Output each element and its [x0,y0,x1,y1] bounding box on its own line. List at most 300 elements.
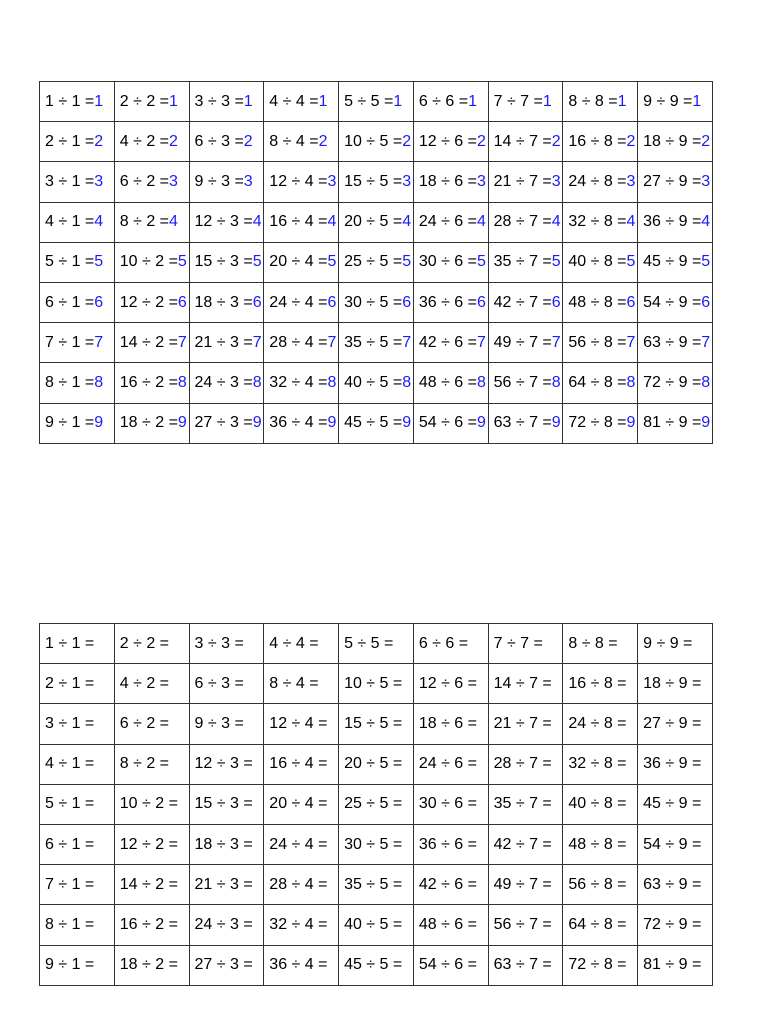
answer-value: 1 [692,92,702,110]
practice-cell: 3 ÷ 1 = [40,704,115,744]
answer-value: 8 [551,373,561,391]
equation-text: 49 ÷ 7 = [493,333,552,351]
practice-cell: 8 ÷ 1 = [40,905,115,945]
answer-value: 2 [169,132,178,150]
equation-text: 9 ÷ 9 = [643,92,693,110]
equation-text: 27 ÷ 3 = [194,414,253,432]
answer-value: 5 [94,253,104,271]
answer-cell [413,242,488,282]
answer-value: 6 [626,293,636,311]
answer-row [40,202,713,242]
answer-value: 8 [94,373,104,391]
answer-key-table [39,81,713,444]
answer-value: 8 [177,373,187,391]
equation-text: 4 ÷ 4 = [269,92,319,110]
answer-value: 1 [468,92,477,110]
answer-cell [189,202,264,242]
equation-text: 45 ÷ 5 = [344,414,403,432]
answer-value: 5 [252,253,262,271]
practice-cell: 12 ÷ 4 = [264,704,339,744]
answer-cell [638,323,713,363]
equation-text: 4 ÷ 1 = [45,213,95,231]
practice-cell: 18 ÷ 2 = [114,945,189,985]
equation-text: 72 ÷ 9 = [643,373,702,391]
practice-cell: 49 ÷ 7 = [488,865,563,905]
equation-text: 28 ÷ 7 = [493,213,552,231]
answer-cell [114,282,189,322]
answer-cell [413,323,488,363]
answer-value: 6 [94,293,104,311]
practice-cell: 6 ÷ 2 = [114,704,189,744]
answer-cell [40,323,115,363]
practice-row [40,624,713,664]
practice-cell: 48 ÷ 8 = [563,824,638,864]
answer-cell [264,202,339,242]
answer-cell [264,323,339,363]
practice-cell: 72 ÷ 8 = [563,945,638,985]
practice-cell: 81 ÷ 9 = [638,945,713,985]
equation-text: 56 ÷ 8 = [568,333,627,351]
answer-value: 9 [551,414,561,432]
practice-cell: 18 ÷ 9 = [638,664,713,704]
practice-cell: 40 ÷ 8 = [563,784,638,824]
answer-row [40,282,713,322]
practice-cell: 12 ÷ 2 = [114,824,189,864]
answer-value: 1 [243,92,253,110]
answer-value: 6 [252,293,262,311]
equation-text: 20 ÷ 5 = [344,213,403,231]
answer-cell [563,202,638,242]
answer-cell [189,242,264,282]
answer-value: 2 [476,132,486,150]
equation-text: 27 ÷ 9 = [643,172,702,190]
equation-text: 18 ÷ 2 = [119,414,178,432]
equation-text: 63 ÷ 7 = [493,414,552,432]
answer-cell [114,122,189,162]
equation-text: 25 ÷ 5 = [344,253,403,271]
answer-value: 7 [551,333,561,351]
practice-cell: 1 ÷ 1 = [40,624,115,664]
answer-cell [40,403,115,443]
answer-value: 7 [626,333,636,351]
answer-value: 6 [476,293,486,311]
equation-text: 30 ÷ 6 = [418,253,477,271]
answer-cell [189,82,264,122]
equation-text: 32 ÷ 4 = [269,373,328,391]
answer-cell [339,122,414,162]
equation-text: 18 ÷ 6 = [418,172,477,190]
answer-value: 5 [327,253,337,271]
practice-cell: 28 ÷ 7 = [488,744,563,784]
answer-value: 4 [252,213,262,231]
equation-text: 56 ÷ 7 = [493,373,552,391]
answer-value: 7 [177,333,187,351]
answer-cell [563,122,638,162]
answer-value: 6 [177,293,187,311]
answer-value: 5 [476,253,486,271]
answer-cell [638,82,713,122]
practice-cell: 12 ÷ 6 = [413,664,488,704]
equation-text: 3 ÷ 3 = [194,92,244,110]
answer-cell [638,403,713,443]
equation-text: 45 ÷ 9 = [643,253,702,271]
answer-value: 6 [701,293,711,311]
equation-text: 40 ÷ 8 = [568,253,627,271]
equation-text: 63 ÷ 9 = [643,333,702,351]
answer-cell [488,122,563,162]
answer-cell [114,242,189,282]
practice-row [40,704,713,744]
equation-text: 48 ÷ 8 = [568,293,627,311]
answer-row [40,323,713,363]
answer-value: 5 [551,253,561,271]
answer-cell [563,82,638,122]
answer-cell [264,363,339,403]
answer-value: 3 [626,172,636,190]
equation-text: 32 ÷ 8 = [568,213,627,231]
equation-text: 35 ÷ 7 = [493,253,552,271]
equation-text: 8 ÷ 1 = [45,373,95,391]
answer-value: 1 [617,92,627,110]
answer-value: 3 [402,172,412,190]
equation-text: 36 ÷ 6 = [418,293,477,311]
answer-value: 3 [94,172,104,190]
practice-cell: 35 ÷ 5 = [339,865,414,905]
practice-cell: 24 ÷ 4 = [264,824,339,864]
answer-value: 9 [177,414,187,432]
answer-value: 9 [626,414,636,432]
equation-text: 6 ÷ 3 = [194,132,244,150]
answer-value: 8 [402,373,412,391]
answer-cell [40,282,115,322]
practice-cell: 25 ÷ 5 = [339,784,414,824]
practice-cell: 24 ÷ 8 = [563,704,638,744]
answer-value: 6 [551,293,561,311]
equation-text: 6 ÷ 6 = [418,92,469,110]
answer-value: 2 [318,132,328,150]
answer-cell [264,122,339,162]
equation-text: 64 ÷ 8 = [568,373,627,391]
equation-text: 5 ÷ 1 = [45,253,95,271]
practice-cell: 28 ÷ 4 = [264,865,339,905]
answer-value: 6 [402,293,412,311]
answer-value: 4 [701,213,711,231]
answer-value: 2 [402,132,412,150]
practice-cell: 8 ÷ 2 = [114,744,189,784]
answer-value: 7 [476,333,486,351]
answer-cell [413,403,488,443]
equation-text: 7 ÷ 7 = [493,92,543,110]
equation-text: 30 ÷ 5 = [344,293,403,311]
practice-cell: 42 ÷ 6 = [413,865,488,905]
answer-cell [563,162,638,202]
equation-text: 14 ÷ 2 = [119,333,178,351]
equation-text: 54 ÷ 9 = [643,293,702,311]
practice-cell: 10 ÷ 5 = [339,664,414,704]
answer-cell [264,82,339,122]
equation-text: 12 ÷ 4 = [269,172,328,190]
practice-cell: 6 ÷ 6 = [413,624,488,664]
equation-text: 2 ÷ 2 = [119,92,170,110]
equation-text: 14 ÷ 7 = [493,132,552,150]
answer-cell [488,323,563,363]
answer-cell [114,202,189,242]
equation-text: 18 ÷ 3 = [194,293,253,311]
answer-value: 8 [476,373,486,391]
answer-value: 7 [252,333,262,351]
answer-value: 3 [551,172,561,190]
answer-value: 8 [327,373,337,391]
practice-cell: 40 ÷ 5 = [339,905,414,945]
answer-row [40,82,713,122]
practice-cell: 15 ÷ 3 = [189,784,264,824]
answer-cell [339,162,414,202]
answer-cell [488,403,563,443]
answer-cell [114,363,189,403]
equation-text: 12 ÷ 3 = [194,213,253,231]
equation-text: 6 ÷ 2 = [119,172,170,190]
answer-cell [114,162,189,202]
answer-value: 2 [243,132,253,150]
answer-cell [40,202,115,242]
practice-cell: 4 ÷ 4 = [264,624,339,664]
practice-cell: 16 ÷ 4 = [264,744,339,784]
equation-text: 21 ÷ 7 = [493,172,552,190]
equation-text: 42 ÷ 6 = [418,333,477,351]
equation-text: 8 ÷ 8 = [568,92,618,110]
practice-cell: 8 ÷ 8 = [563,624,638,664]
practice-cell: 32 ÷ 4 = [264,905,339,945]
answer-value: 4 [402,213,412,231]
answer-row [40,242,713,282]
practice-cell: 48 ÷ 6 = [413,905,488,945]
answer-value: 7 [94,333,104,351]
practice-cell: 6 ÷ 3 = [189,664,264,704]
practice-cell: 36 ÷ 9 = [638,744,713,784]
answer-value: 3 [476,172,486,190]
equation-text: 9 ÷ 1 = [45,414,95,432]
answer-value: 3 [701,172,711,190]
equation-text: 2 ÷ 1 = [45,132,95,150]
equation-text: 36 ÷ 4 = [269,414,328,432]
answer-cell [339,282,414,322]
answer-row [40,403,713,443]
answer-cell [413,162,488,202]
answer-cell [40,122,115,162]
answer-cell [264,403,339,443]
equation-text: 48 ÷ 6 = [418,373,477,391]
answer-value: 2 [94,132,104,150]
answer-value: 2 [701,132,711,150]
equation-text: 12 ÷ 6 = [418,132,477,150]
answer-cell [264,162,339,202]
practice-cell: 30 ÷ 5 = [339,824,414,864]
equation-text: 20 ÷ 4 = [269,253,328,271]
equation-text: 9 ÷ 3 = [194,172,244,190]
practice-cell: 9 ÷ 1 = [40,945,115,985]
answer-cell [563,282,638,322]
answer-cell [488,82,563,122]
answer-cell [413,282,488,322]
practice-cell: 36 ÷ 4 = [264,945,339,985]
practice-row [40,865,713,905]
practice-cell: 14 ÷ 7 = [488,664,563,704]
answer-row [40,363,713,403]
practice-cell: 10 ÷ 2 = [114,784,189,824]
equation-text: 21 ÷ 3 = [194,333,253,351]
answer-value: 7 [327,333,337,351]
answer-cell [339,82,414,122]
practice-cell: 3 ÷ 3 = [189,624,264,664]
answer-cell [488,202,563,242]
answer-cell [114,82,189,122]
answer-cell [114,403,189,443]
answer-cell [189,162,264,202]
practice-cell: 64 ÷ 8 = [563,905,638,945]
equation-text: 6 ÷ 1 = [45,293,95,311]
answer-value: 8 [626,373,636,391]
answer-cell [339,323,414,363]
answer-value: 4 [94,213,104,231]
answer-value: 4 [476,213,486,231]
equation-text: 18 ÷ 9 = [643,132,702,150]
answer-value: 9 [402,414,412,432]
equation-text: 4 ÷ 2 = [119,132,170,150]
practice-cell: 36 ÷ 6 = [413,824,488,864]
equation-text: 24 ÷ 4 = [269,293,328,311]
answer-cell [189,122,264,162]
answer-value: 8 [252,373,262,391]
practice-cell: 20 ÷ 4 = [264,784,339,824]
practice-cell: 32 ÷ 8 = [563,744,638,784]
answer-cell [638,242,713,282]
answer-cell [563,403,638,443]
answer-cell [638,122,713,162]
answer-value: 3 [327,172,337,190]
practice-row [40,824,713,864]
answer-cell [413,363,488,403]
answer-cell [488,282,563,322]
practice-cell: 14 ÷ 2 = [114,865,189,905]
equation-text: 54 ÷ 6 = [418,414,477,432]
equation-text: 81 ÷ 9 = [643,414,702,432]
answer-value: 4 [626,213,636,231]
practice-cell: 21 ÷ 7 = [488,704,563,744]
answer-value: 9 [701,414,711,432]
equation-text: 24 ÷ 3 = [194,373,253,391]
equation-text: 24 ÷ 8 = [568,172,627,190]
answer-value: 3 [243,172,253,190]
answer-cell [488,162,563,202]
practice-cell: 2 ÷ 1 = [40,664,115,704]
practice-cell: 16 ÷ 2 = [114,905,189,945]
practice-cell: 4 ÷ 2 = [114,664,189,704]
practice-cell: 42 ÷ 7 = [488,824,563,864]
answer-value: 3 [169,172,178,190]
practice-cell: 27 ÷ 3 = [189,945,264,985]
answer-row [40,122,713,162]
equation-text: 3 ÷ 1 = [45,172,95,190]
answer-cell [638,162,713,202]
practice-cell: 63 ÷ 9 = [638,865,713,905]
equation-text: 42 ÷ 7 = [493,293,552,311]
answer-cell [413,122,488,162]
answer-cell [339,242,414,282]
answer-cell [563,323,638,363]
answer-cell [264,282,339,322]
practice-cell: 54 ÷ 9 = [638,824,713,864]
answer-cell [114,323,189,363]
answer-cell [638,282,713,322]
answer-cell [40,363,115,403]
equation-text: 12 ÷ 2 = [119,293,178,311]
practice-cell: 24 ÷ 6 = [413,744,488,784]
answer-value: 1 [393,92,403,110]
answer-cell [339,202,414,242]
equation-text: 36 ÷ 9 = [643,213,702,231]
equation-text: 15 ÷ 3 = [194,253,253,271]
practice-cell: 54 ÷ 6 = [413,945,488,985]
equation-text: 28 ÷ 4 = [269,333,328,351]
answer-value: 2 [626,132,636,150]
answer-value: 8 [701,373,711,391]
answer-value: 9 [476,414,486,432]
equation-text: 7 ÷ 1 = [45,333,95,351]
answer-cell [189,363,264,403]
practice-cell: 63 ÷ 7 = [488,945,563,985]
practice-cell: 72 ÷ 9 = [638,905,713,945]
answer-cell [413,82,488,122]
equation-text: 35 ÷ 5 = [344,333,403,351]
equation-text: 8 ÷ 2 = [119,213,170,231]
answer-value: 9 [94,414,104,432]
practice-cell: 4 ÷ 1 = [40,744,115,784]
practice-cell: 21 ÷ 3 = [189,865,264,905]
answer-value: 5 [701,253,711,271]
equation-text: 16 ÷ 8 = [568,132,627,150]
answer-value: 1 [542,92,552,110]
practice-cell: 7 ÷ 7 = [488,624,563,664]
practice-cell: 24 ÷ 3 = [189,905,264,945]
answer-value: 5 [177,253,187,271]
answer-cell [339,403,414,443]
equation-text: 15 ÷ 5 = [344,172,403,190]
practice-cell: 6 ÷ 1 = [40,824,115,864]
answer-value: 1 [169,92,178,110]
answer-cell [264,242,339,282]
practice-cell: 27 ÷ 9 = [638,704,713,744]
answer-value: 9 [252,414,262,432]
answer-value: 7 [701,333,711,351]
practice-cell: 9 ÷ 9 = [638,624,713,664]
answer-cell [488,363,563,403]
practice-cell: 20 ÷ 5 = [339,744,414,784]
practice-row [40,945,713,985]
answer-cell [339,363,414,403]
answer-value: 1 [318,92,328,110]
practice-row [40,744,713,784]
practice-cell: 45 ÷ 5 = [339,945,414,985]
practice-cell: 5 ÷ 1 = [40,784,115,824]
answer-cell [189,323,264,363]
equation-text: 8 ÷ 4 = [269,132,319,150]
answer-cell [40,82,115,122]
practice-cell: 9 ÷ 3 = [189,704,264,744]
practice-cell: 8 ÷ 4 = [264,664,339,704]
practice-cell: 18 ÷ 3 = [189,824,264,864]
practice-row [40,664,713,704]
answer-value: 6 [327,293,337,311]
